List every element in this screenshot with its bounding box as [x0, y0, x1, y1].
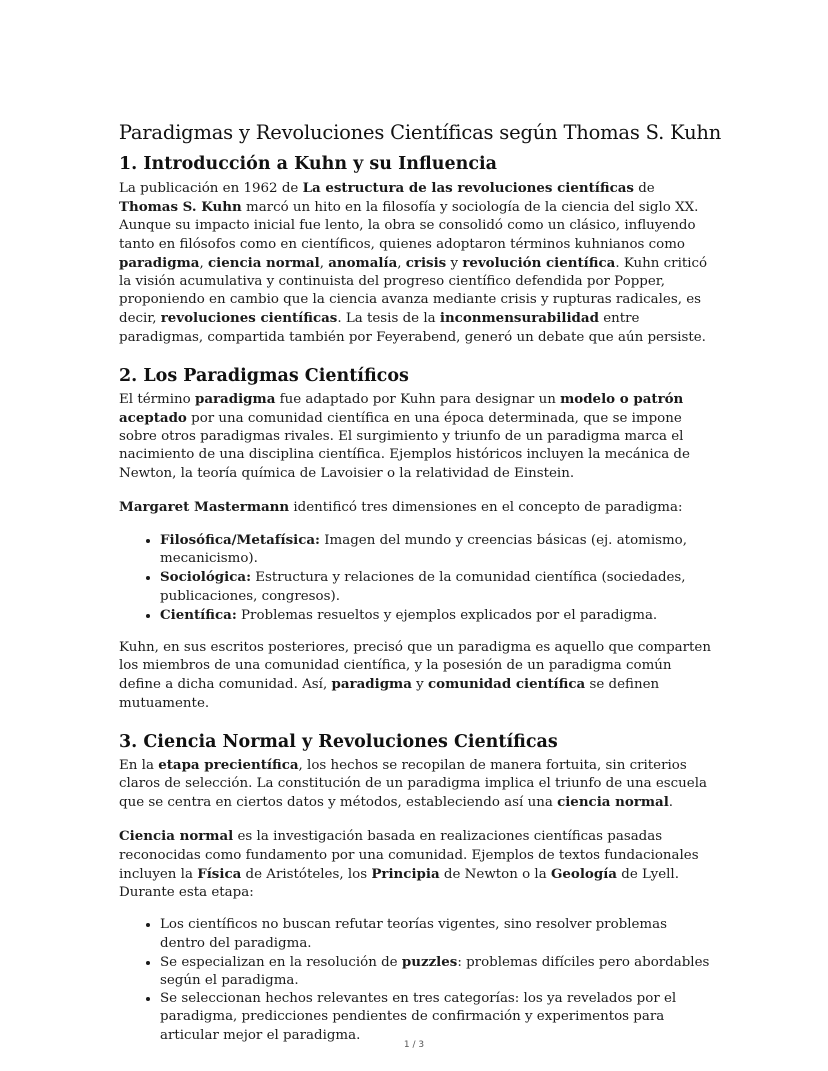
- bold-run: paradigma: [194, 390, 276, 407]
- bold-run: paradigma: [119, 254, 200, 271]
- document-title: Paradigmas y Revoluciones Científicas según Thomas S. Kuhn: [118, 121, 722, 144]
- normal-science-list: [119, 916, 711, 1044]
- text-run: fue adaptado por Kuhn para designar un: [275, 391, 561, 407]
- list-item: [160, 953, 711, 990]
- list-item: [160, 531, 711, 568]
- text-run: ,: [319, 255, 329, 271]
- text-run: Kuhn, en sus escritos posteriores, precisó que un paradigma es aquello que comparten los miembros de una comunidad científica, y la posesión de un paradigma común define a dicha comunidad. Así,: [119, 640, 711, 693]
- text-run: es la investigación basada en realizaciones científicas pasadas reconocidas como fundamento por una comunidad. Ejemplos de textos fundacionales incluyen la: [119, 829, 699, 882]
- page-number: 1 / 3: [403, 1040, 425, 1050]
- text-run: ,: [397, 255, 406, 271]
- bold-run: ciencia normal: [557, 794, 669, 811]
- text-run: Los científicos no buscan refutar teorías vigentes, sino resolver problemas dentro del paradigma.: [160, 917, 667, 951]
- text-run: y: [446, 255, 463, 271]
- bold-run: Filosófica/Metafísica:: [160, 532, 320, 549]
- bold-run: comunidad científica: [427, 676, 586, 693]
- section-2-paragraph-3: [119, 639, 711, 713]
- bold-run: Física: [197, 865, 242, 882]
- section-1-paragraph: [119, 179, 711, 347]
- text-run: de Lyell. Durante esta etapa:: [119, 866, 679, 901]
- text-run: Problemas resueltos y ejemplos explicados por el paradigma.: [236, 607, 658, 623]
- bold-run: Thomas S. Kuhn: [119, 199, 242, 216]
- bold-run: revoluciones científicas: [160, 310, 338, 327]
- section-3-paragraph-2: [119, 827, 711, 902]
- text-run: Se seleccionan hechos relevantes en tres categorías: los ya revelados por el paradigma, predicciones pendientes de confirmación y experimentos para articular mejor el paradigma.: [160, 991, 677, 1043]
- section-2-paragraph-1: [119, 390, 711, 483]
- text-run: Se especializan en la resolución de: [160, 954, 402, 970]
- bold-run: Científica:: [160, 606, 237, 623]
- text-run: .: [668, 795, 674, 811]
- list-item: [160, 568, 711, 605]
- bold-run: etapa precientífica: [158, 756, 299, 773]
- bold-run: inconmensurabilidad: [439, 310, 599, 327]
- bold-run: Principia: [371, 865, 440, 882]
- text-run: . Kuhn criticó la visión acumulativa y continuista del progreso científico defendida por Popper, proponiendo en cambio que la ciencia avanza mediante crisis y rupturas radicales, es decir,: [119, 255, 708, 327]
- section-heading-1: 1. Introducción a Kuhn y su Influencia: [119, 154, 497, 174]
- bold-run: anomalía: [328, 254, 398, 271]
- text-run: se definen mutuamente.: [119, 677, 660, 711]
- text-run: marcó un hito en la filosofía y sociología de la ciencia del siglo XX. Aunque su impacto inicial fue lento, la obra se consolidó como un clásico, influyendo tanto en filósofos como en científicos, quienes adoptaron términos kuhnianos como: [119, 200, 699, 252]
- bold-run: ciencia normal: [207, 254, 320, 271]
- text-run: Estructura y relaciones de la comunidad científica (sociedades, publicaciones, congresos).: [160, 570, 686, 604]
- bold-run: Geología: [550, 865, 617, 882]
- bold-run: modelo o patrón aceptado: [119, 390, 684, 427]
- bold-run: Margaret Mastermann: [119, 498, 290, 515]
- bold-run: puzzles: [401, 953, 458, 970]
- section-heading-3: 3. Ciencia Normal y Revoluciones Científicas: [119, 731, 558, 752]
- bold-run: Ciencia normal: [119, 828, 234, 845]
- text-run: por una comunidad científica en una época determinada, que se impone sobre otros paradigmas rivales. El surgimiento y triunfo de un paradigma marca el nacimiento de una disciplina científica. Ejemplos históricos incluyen la mecánica de Newton, la teoría química de Lavoisier o la relatividad de Einstein.: [119, 411, 690, 481]
- text-run: identificó tres dimensiones en el concepto de paradigma:: [289, 499, 683, 515]
- bold-run: La estructura de las revoluciones científicas: [302, 180, 634, 196]
- text-run: . La tesis de la: [337, 311, 440, 327]
- bold-run: Sociológica:: [160, 569, 252, 586]
- list-item: [160, 990, 711, 1045]
- bold-run: revolución científica: [462, 254, 616, 271]
- section-heading-2: 2. Los Paradigmas Científicos: [119, 365, 409, 386]
- bold-run: crisis: [405, 254, 447, 271]
- dimensions-list: [119, 531, 711, 625]
- text-run: y: [411, 677, 428, 693]
- list-item: [160, 916, 711, 952]
- text-run: de Aristóteles, los: [241, 866, 372, 882]
- text-run: de: [633, 181, 655, 196]
- bold-run: paradigma: [331, 676, 412, 693]
- page-content: [118, 120, 722, 1045]
- section-3-paragraph-1: [119, 756, 711, 813]
- text-run: de Newton o la: [439, 866, 551, 882]
- section-2-paragraph-2: [119, 498, 711, 517]
- text-run: El término: [119, 391, 195, 407]
- list-item: [160, 606, 711, 625]
- text-run: : problemas difíciles pero abordables según el paradigma.: [160, 954, 710, 988]
- text-run: entre paradigmas, compartida también por Feyerabend, generó un debate que aún persiste.: [119, 311, 706, 345]
- text-run: En la: [119, 757, 159, 773]
- text-run: ,: [199, 255, 208, 271]
- text-run: , los hechos se recopilan de manera fortuita, sin criterios claros de selección. La constitución de un paradigma implica el triunfo de una escuela que se centra en ciertos datos y métodos, estableciendo así una: [119, 757, 707, 811]
- text-run: Imagen del mundo y creencias básicas (ej. atomismo, mecanicismo).: [160, 533, 687, 567]
- text-run: La publicación en 1962 de: [119, 181, 303, 196]
